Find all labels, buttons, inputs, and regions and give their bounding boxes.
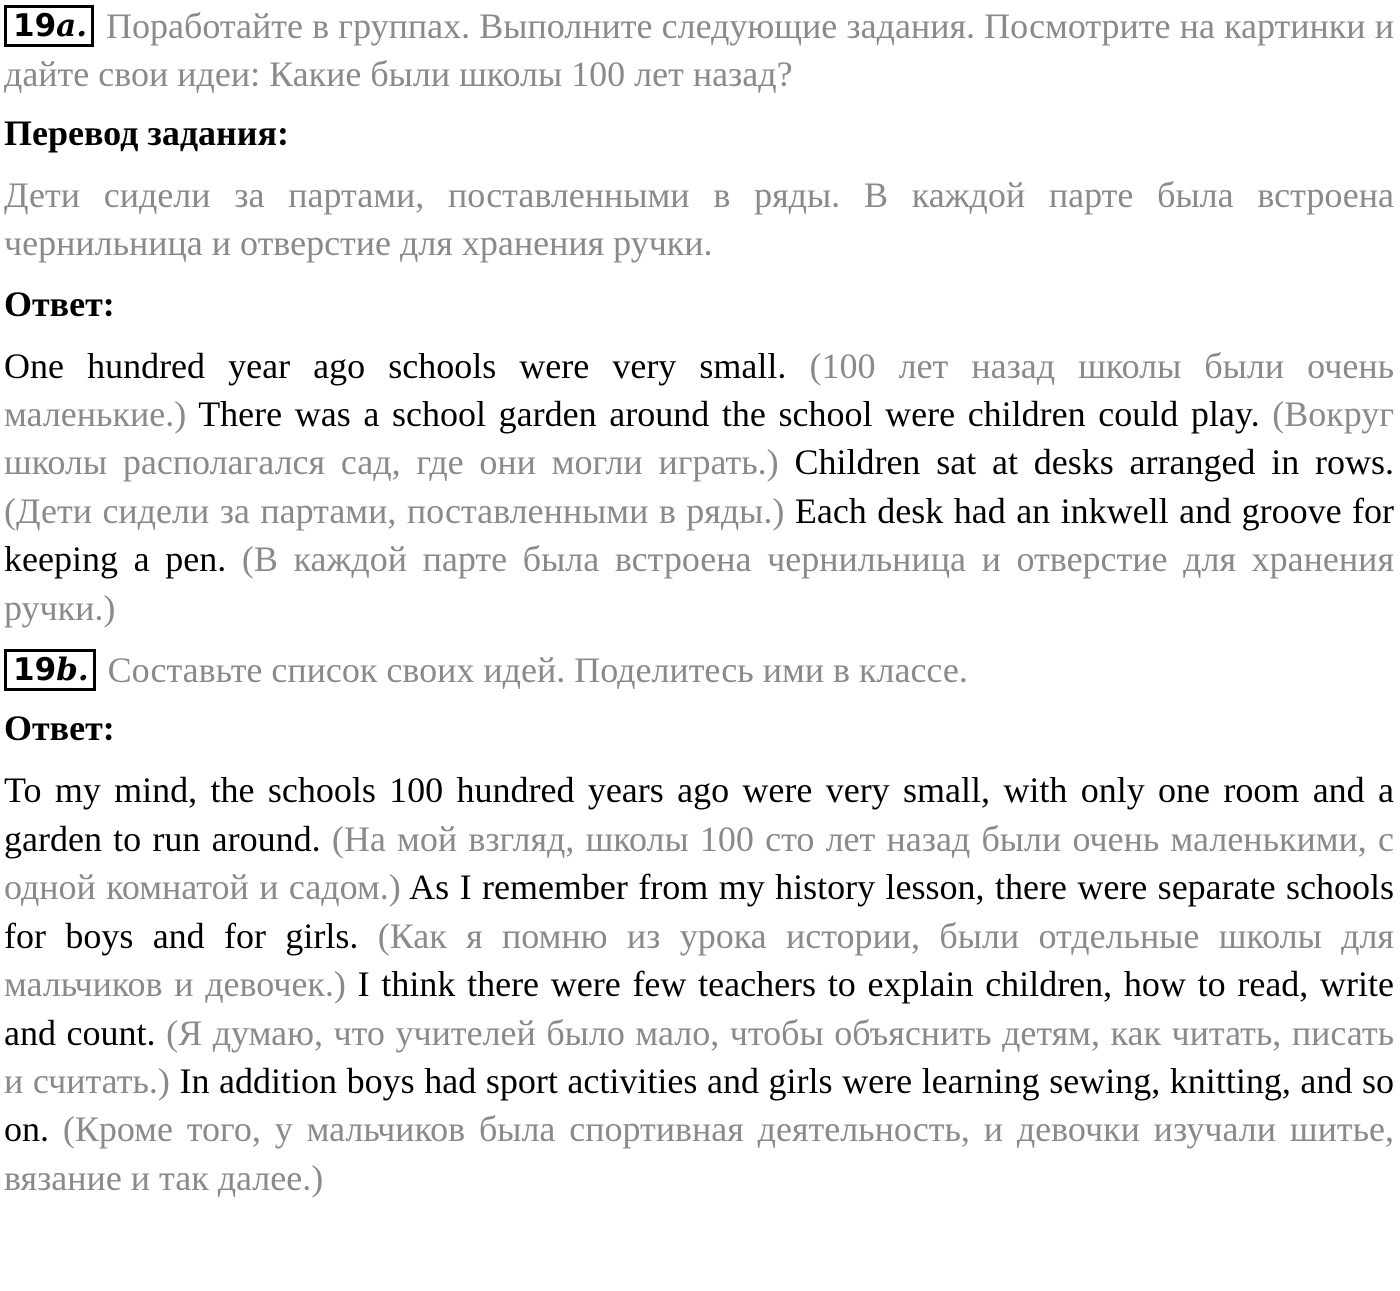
answer-a-sentence-en: There was a school garden around the school were children could play. — [198, 394, 1260, 435]
task-19a-block — [4, 2, 1394, 99]
task-number-badge-19b: 19b. — [4, 649, 96, 691]
answer-heading-b: Ответ: — [4, 708, 115, 749]
answer-b-sentence-en: I think there were few teachers to explain children, how to read, write and count. — [4, 964, 1394, 1053]
task-19b-instruction: Составьте список своих идей. Поделитесь ими в классе. — [107, 650, 968, 691]
answer-a-sentence-en: One hundred year ago schools were very small. — [4, 345, 787, 386]
answer-a-sentence-ru: (Дети сидели за партами, поставленными в ряды.) — [4, 490, 785, 531]
answer-a-sentence-ru: (100 лет назад школы были очень маленькие.) — [4, 345, 1394, 435]
answer-a-sentence-en: Each desk had an inkwell and groove for keeping a pen. — [4, 490, 1395, 580]
answer-b-sentence-en: As I remember from my history lesson, there were separate schools for boys and for girls. — [4, 867, 1395, 956]
answer-b-sentence-en: To my mind, the schools 100 hundred years ago were very small, with only one room and a garden to run around. — [4, 770, 1394, 859]
answer-b-text — [4, 766, 1394, 1202]
task-19a-instruction: Поработайте в группах. Выполните следующие задания. Посмотрите на картинки и дайте свои идеи: Какие были школы 100 лет назад? — [4, 6, 1394, 95]
answer-b-sentence-ru: (Кроме того, у мальчиков была спортивная деятельность, и девочки изучали шитье, вязание и так далее.) — [4, 1109, 1395, 1198]
task-number-badge-19a: 19a. — [4, 5, 94, 47]
answer-a-sentence-ru: (Вокруг школы располагался сад, где они могли играть.) — [4, 394, 1395, 483]
answer-b-sentence-ru: (На мой взгляд, школы 100 сто лет назад были очень маленькими, с одной комнатой и садом.) — [4, 818, 1394, 908]
answer-b-sentence-en: In addition boys had sport activities and girls were learning sewing, knitting, and so on. — [4, 1060, 1395, 1150]
answer-b-sentence-ru: (Я думаю, что учителей было мало, чтобы объяснить детям, как читать, писать и считать.) — [4, 1012, 1395, 1101]
task-19b-block — [4, 646, 1394, 694]
document-page — [4, 0, 1394, 1202]
answer-a-sentence-ru: (В каждой парте была встроена чернильница и отверстие для хранения ручки.) — [4, 539, 1394, 628]
answer-a-text — [4, 342, 1394, 632]
answer-heading-a: Ответ: — [4, 283, 115, 324]
translation-text: Дети сидели за партами, поставленными в ряды. В каждой парте была встроена чернильница и отверстие для хранения ручки. — [4, 174, 1394, 264]
answer-b-sentence-ru: (Как я помню из урока истории, были отдельные школы для мальчиков и девочек.) — [4, 915, 1394, 1005]
answer-a-sentence-en: Children sat at desks arranged in rows. — [794, 442, 1394, 483]
translation-heading: Перевод задания: — [4, 112, 289, 153]
